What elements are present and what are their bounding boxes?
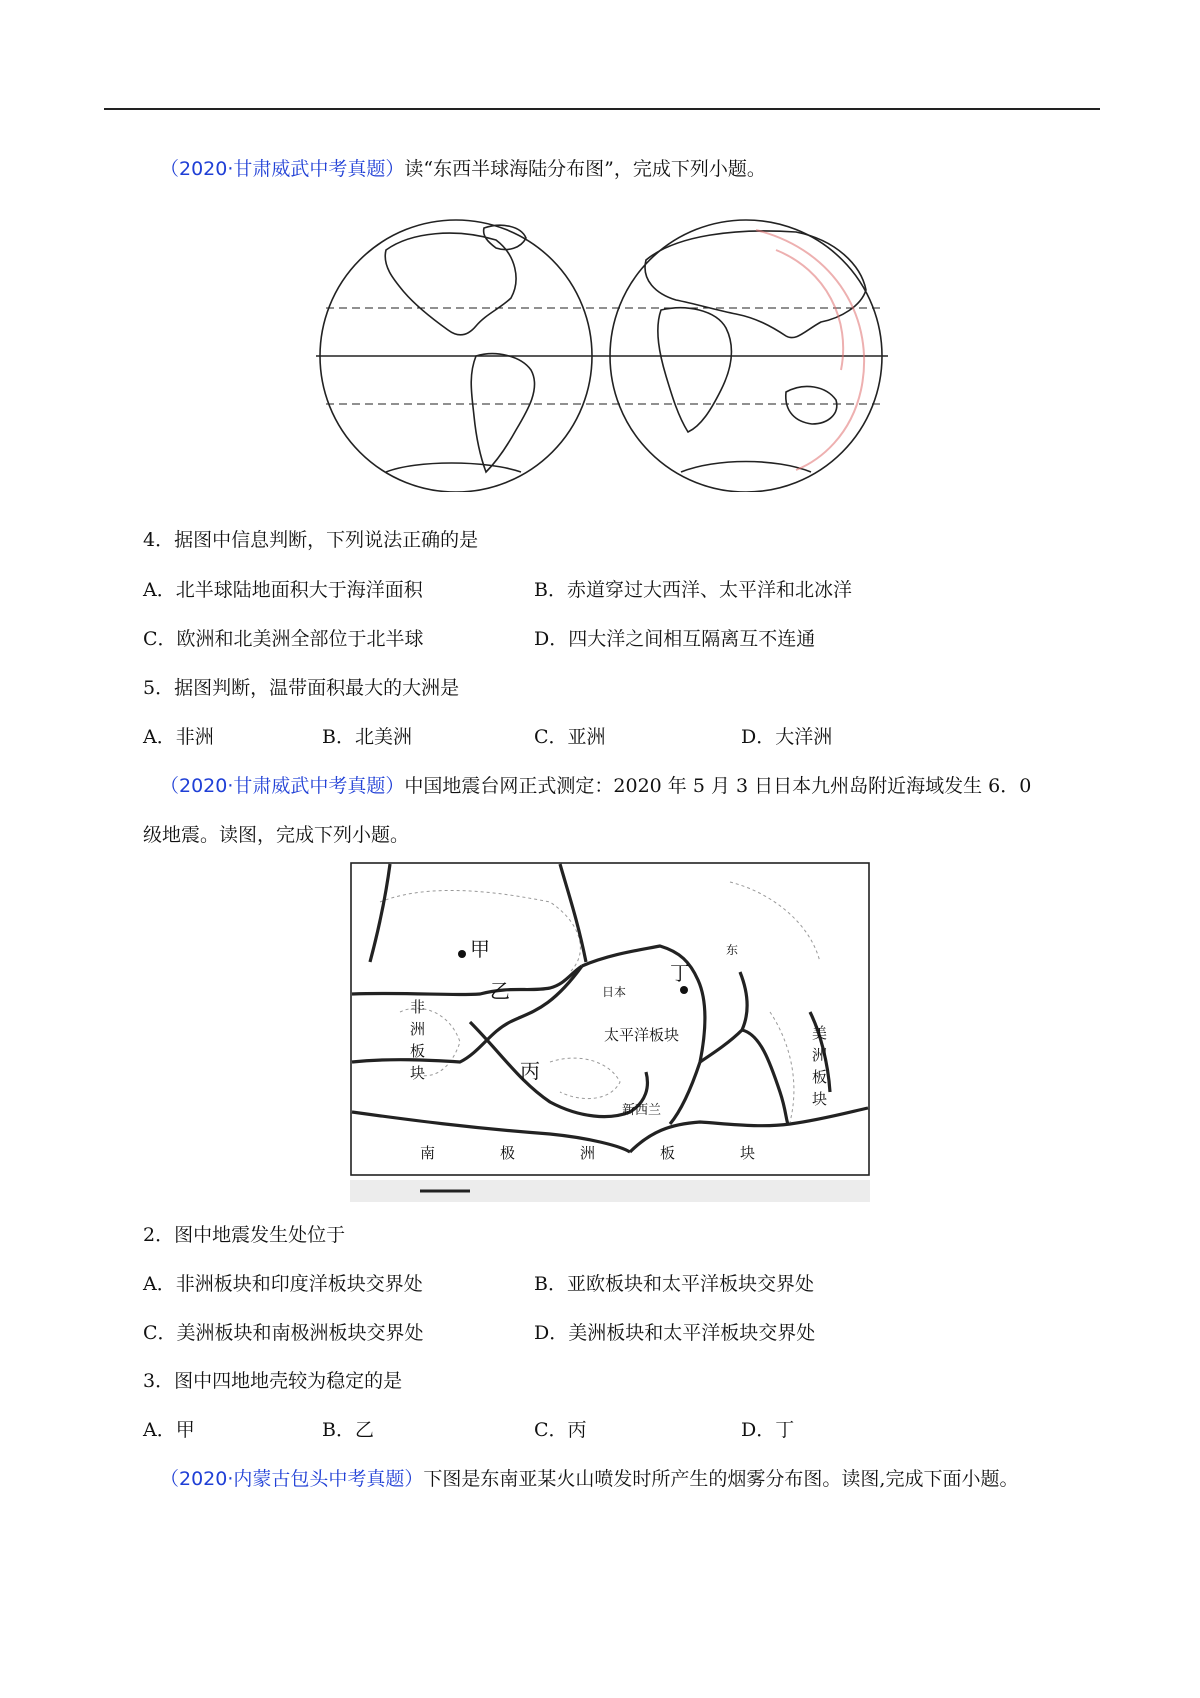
intro-text: 下图是东南亚某火山喷发时所产生的烟雾分布图。读图,完成下面小题。 <box>423 1468 1019 1490</box>
label-jia: 甲 <box>470 937 490 961</box>
source-tag: （2020·甘肃威武中考真题） <box>160 158 405 180</box>
label-antarctic-1: 南 <box>420 1144 436 1162</box>
hemispheres-map <box>316 210 896 492</box>
antarctica-west-shape <box>386 463 521 472</box>
q3-option-b[interactable]: B．乙 <box>322 1419 374 1441</box>
q4-option-d[interactable]: D．四大洋之间相互隔离互不连通 <box>534 628 816 650</box>
label-antarctic-2: 极 <box>500 1144 516 1162</box>
label-africa-plate-4: 块 <box>410 1064 426 1082</box>
label-yi: 乙 <box>490 979 510 1003</box>
question-2-stem: 2．图中地震发生处位于 <box>143 1224 346 1246</box>
label-america-plate-2: 洲 <box>812 1046 828 1064</box>
label-nz: 新西兰 <box>622 1103 662 1118</box>
q3-option-d[interactable]: D．丁 <box>741 1419 795 1441</box>
q3-option-a[interactable]: A．甲 <box>143 1419 195 1441</box>
source-tag: （2020·内蒙古包头中考真题） <box>160 1468 424 1490</box>
intro-text: 读“东西半球海陆分布图”，完成下列小题。 <box>404 158 766 180</box>
q5-option-a[interactable]: A．非洲 <box>143 726 214 748</box>
q4-option-a[interactable]: A．北半球陆地面积大于海洋面积 <box>143 579 423 601</box>
label-africa-plate-1: 非 <box>410 998 426 1016</box>
point-jia-marker <box>458 950 466 958</box>
q3-option-c[interactable]: C．丙 <box>534 1419 587 1441</box>
label-pacific-plate: 太平洋板块 <box>604 1026 680 1044</box>
block-1-intro <box>160 157 766 181</box>
label-america-plate-1: 美 <box>812 1024 828 1042</box>
q2-option-a[interactable]: A．非洲板块和印度洋板块交界处 <box>143 1273 423 1295</box>
label-africa-plate-2: 洲 <box>410 1020 426 1038</box>
question-4-stem: 4．据图中信息判断，下列说法正确的是 <box>143 529 479 551</box>
q5-option-b[interactable]: B．北美洲 <box>322 726 412 748</box>
question-3-stem: 3．图中四地地壳较为稳定的是 <box>143 1370 403 1392</box>
label-america-plate-3: 板 <box>812 1068 828 1086</box>
eurasia-shape <box>645 231 866 338</box>
label-east: 东 <box>726 943 739 957</box>
point-ding-marker <box>680 986 688 994</box>
label-america-plate-4: 块 <box>812 1090 828 1108</box>
label-antarctic-4: 板 <box>660 1144 676 1162</box>
question-5-stem: 5．据图判断，温带面积最大的大洲是 <box>143 677 460 699</box>
label-antarctic-3: 洲 <box>580 1144 596 1162</box>
block-2-intro-cont: 级地震。读图，完成下列小题。 <box>143 824 410 846</box>
block-2-intro <box>160 774 1031 798</box>
q2-option-d[interactable]: D．美洲板块和太平洋板块交界处 <box>534 1322 816 1344</box>
australia-shape <box>786 386 837 424</box>
label-japan: 日本 <box>602 985 627 999</box>
label-ding: 丁 <box>670 961 690 985</box>
label-africa-plate-3: 板 <box>410 1042 426 1060</box>
q5-option-d[interactable]: D．大洋洲 <box>741 726 833 748</box>
header-rule <box>104 108 1100 110</box>
q5-option-c[interactable]: C．亚洲 <box>534 726 606 748</box>
label-bing: 丙 <box>520 1059 540 1083</box>
africa-shape <box>658 308 732 432</box>
plate-tectonics-map <box>350 862 870 1212</box>
label-antarctic-5: 块 <box>740 1144 756 1162</box>
q4-option-c[interactable]: C．欧洲和北美洲全部位于北半球 <box>143 628 424 650</box>
source-tag: （2020·甘肃威武中考真题） <box>160 775 405 797</box>
intro-text: 中国地震台网正式测定：2020 年 5 月 3 日日本九州岛附近海域发生 6．0 <box>404 775 1032 797</box>
q2-option-b[interactable]: B．亚欧板块和太平洋板块交界处 <box>534 1273 814 1295</box>
q4-option-b[interactable]: B．赤道穿过大西洋、太平洋和北冰洋 <box>534 579 852 601</box>
q2-option-c[interactable]: C．美洲板块和南极洲板块交界处 <box>143 1322 424 1344</box>
antarctica-shape <box>681 462 811 473</box>
map-frame <box>351 863 869 1175</box>
block-3-intro <box>160 1467 1018 1491</box>
south-america-shape <box>471 354 534 472</box>
